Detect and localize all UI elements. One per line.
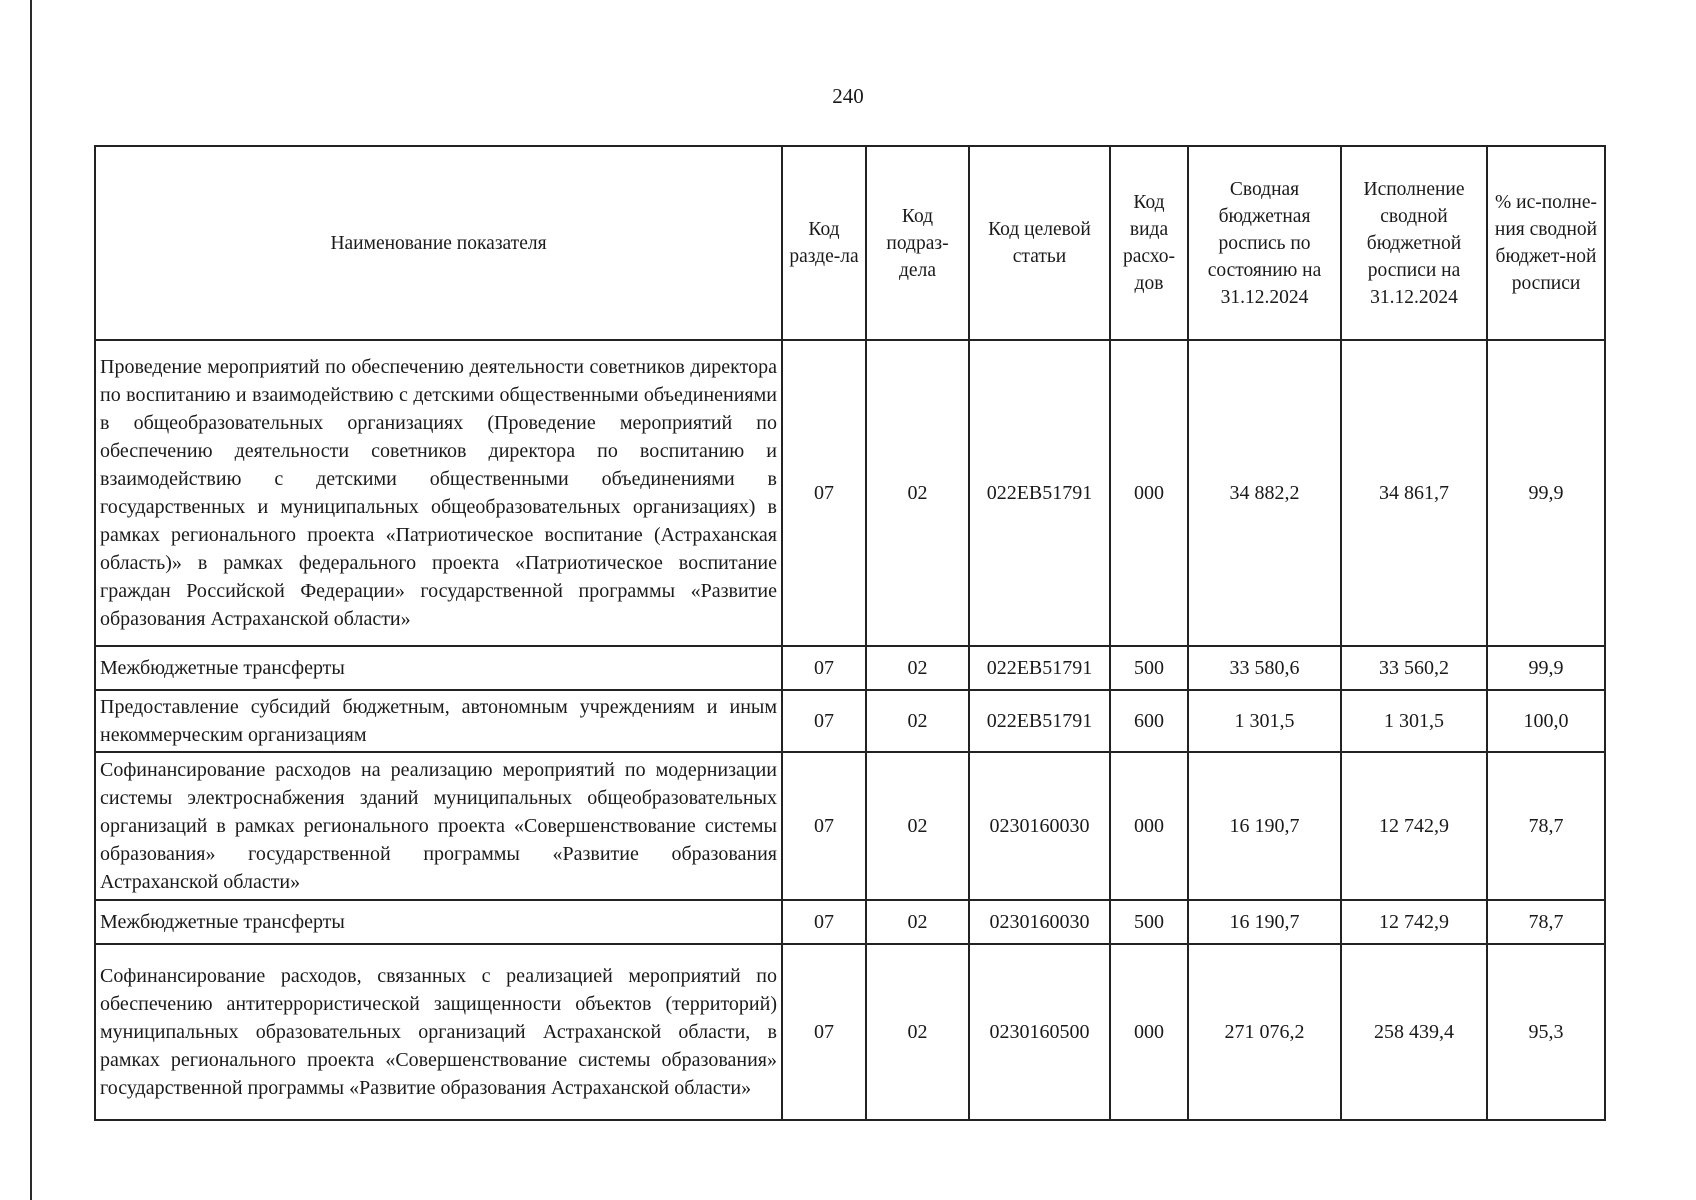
row-name: Предоставление субсидий бюджетным, автономным учреждениям и иным некоммерческим организациям bbox=[95, 690, 782, 752]
row-name: Межбюджетные трансферты bbox=[95, 900, 782, 944]
page-number: 240 bbox=[832, 84, 864, 108]
row-expense-type: 000 bbox=[1110, 944, 1188, 1120]
row-subsection: 02 bbox=[866, 690, 969, 752]
row-expense-type: 500 bbox=[1110, 646, 1188, 690]
row-subsection: 02 bbox=[866, 900, 969, 944]
row-execution: 258 439,4 bbox=[1341, 944, 1487, 1120]
row-name: Софинансирование расходов на реализацию мероприятий по модернизации системы электроснабжения зданий муниципальных общеобразовательных организаций в рамках регионального проекта «Совершенствование системы образования» государственной программы «Развитие образования Астраханской области» bbox=[95, 752, 782, 900]
header-plan: Сводная бюджетная роспись по состоянию на 31.12.2024 bbox=[1188, 146, 1341, 340]
row-expense-type: 000 bbox=[1110, 752, 1188, 900]
row-execution: 1 301,5 bbox=[1341, 690, 1487, 752]
header-subsection: Код подраз-дела bbox=[866, 146, 969, 340]
row-plan: 16 190,7 bbox=[1188, 900, 1341, 944]
row-plan: 33 580,6 bbox=[1188, 646, 1341, 690]
row-execution: 33 560,2 bbox=[1341, 646, 1487, 690]
table-row bbox=[95, 944, 1605, 1120]
row-section: 07 bbox=[782, 690, 866, 752]
row-target: 0230160500 bbox=[969, 944, 1110, 1120]
header-name: Наименование показателя bbox=[95, 146, 782, 340]
page-margin-line bbox=[30, 0, 32, 1200]
row-expense-type: 600 bbox=[1110, 690, 1188, 752]
row-subsection: 02 bbox=[866, 944, 969, 1120]
row-percent: 95,3 bbox=[1487, 944, 1605, 1120]
row-expense-type: 500 bbox=[1110, 900, 1188, 944]
row-name: Межбюджетные трансферты bbox=[95, 646, 782, 690]
row-section: 07 bbox=[782, 752, 866, 900]
row-execution: 12 742,9 bbox=[1341, 900, 1487, 944]
row-percent: 78,7 bbox=[1487, 752, 1605, 900]
header-target: Код целевой статьи bbox=[969, 146, 1110, 340]
header-execution: Исполнение сводной бюджетной росписи на 31.12.2024 bbox=[1341, 146, 1487, 340]
row-plan: 34 882,2 bbox=[1188, 340, 1341, 646]
budget-table bbox=[94, 145, 1606, 1121]
row-execution: 12 742,9 bbox=[1341, 752, 1487, 900]
row-plan: 16 190,7 bbox=[1188, 752, 1341, 900]
table-row bbox=[95, 900, 1605, 944]
row-subsection: 02 bbox=[866, 340, 969, 646]
row-subsection: 02 bbox=[866, 646, 969, 690]
row-section: 07 bbox=[782, 944, 866, 1120]
row-percent: 100,0 bbox=[1487, 690, 1605, 752]
table-row bbox=[95, 752, 1605, 900]
row-target: 0230160030 bbox=[969, 900, 1110, 944]
row-section: 07 bbox=[782, 340, 866, 646]
header-section: Код разде-ла bbox=[782, 146, 866, 340]
table-header-row bbox=[95, 146, 1605, 340]
row-target: 0230160030 bbox=[969, 752, 1110, 900]
row-section: 07 bbox=[782, 646, 866, 690]
row-plan: 1 301,5 bbox=[1188, 690, 1341, 752]
row-execution: 34 861,7 bbox=[1341, 340, 1487, 646]
row-target: 022EB51791 bbox=[969, 646, 1110, 690]
row-percent: 99,9 bbox=[1487, 646, 1605, 690]
row-plan: 271 076,2 bbox=[1188, 944, 1341, 1120]
table-row bbox=[95, 646, 1605, 690]
row-name: Проведение мероприятий по обеспечению деятельности советников директора по воспитанию и взаимодействию с детскими общественными объединениями в общеобразовательных организациях (Проведение мероприятий по обеспечению деятельности советников директора по воспитанию и взаимодействию с детскими общественными объединениями в государственных и муниципальных общеобразовательных организациях) в рамках регионального проекта «Патриотическое воспитание (Астраханская область)» в рамках федерального проекта «Патриотическое воспитание граждан Российской Федерации» государственной программы «Развитие образования Астраханской области» bbox=[95, 340, 782, 646]
row-percent: 78,7 bbox=[1487, 900, 1605, 944]
table-row bbox=[95, 690, 1605, 752]
header-expense-type: Код вида расхо-дов bbox=[1110, 146, 1188, 340]
row-target: 022EB51791 bbox=[969, 690, 1110, 752]
table-row bbox=[95, 340, 1605, 646]
row-target: 022EB51791 bbox=[969, 340, 1110, 646]
row-name: Софинансирование расходов, связанных с реализацией мероприятий по обеспечению антитеррористической защищенности объектов (территорий) муниципальных образовательных организаций Астраханской области, в рамках регионального проекта «Совершенствование системы образования» государственной программы «Развитие образования Астраханской области» bbox=[95, 944, 782, 1120]
row-subsection: 02 bbox=[866, 752, 969, 900]
row-section: 07 bbox=[782, 900, 866, 944]
row-percent: 99,9 bbox=[1487, 340, 1605, 646]
row-expense-type: 000 bbox=[1110, 340, 1188, 646]
header-percent: % ис-полне-ния сводной бюджет-ной росписи bbox=[1487, 146, 1605, 340]
